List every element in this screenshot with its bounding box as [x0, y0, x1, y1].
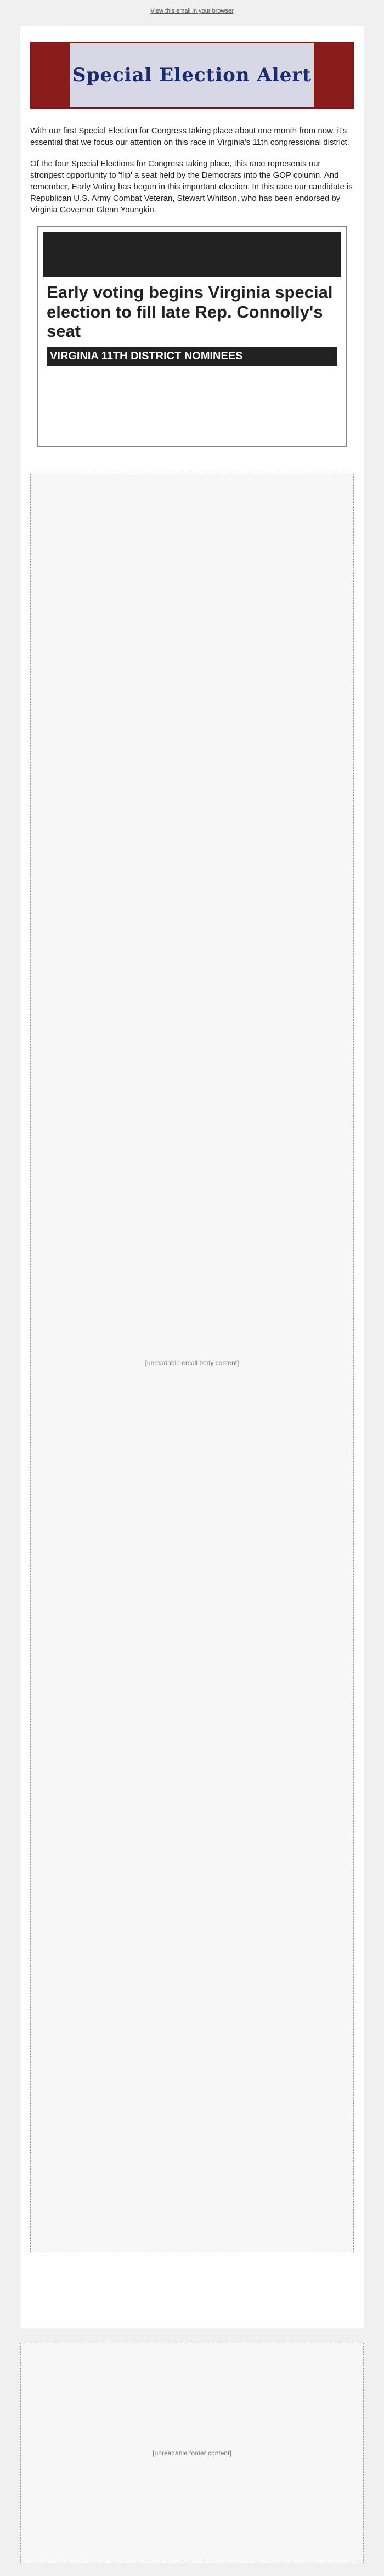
- intro-paragraph-1: With our first Special Election for Congress taking place about one month from now, it's essential that we focus our attention on this race in Virginia's 11th congressional district.: [30, 126, 349, 147]
- news-subhead: VIRGINIA 11TH DISTRICT NOMINEES: [47, 347, 337, 366]
- banner-title: Special Election Alert: [72, 64, 312, 86]
- footer: [0, 2332, 384, 2576]
- news-headline: Early voting begins Virginia special election to fill late Rep. Connolly's seat: [47, 283, 333, 341]
- header-banner: [30, 42, 354, 109]
- news-logo-strip: [43, 232, 341, 277]
- news-card: [37, 226, 347, 447]
- preheader: [0, 0, 384, 22]
- intro-paragraph-2: Of the four Special Elections for Congress taking place, this race represents our strongest opportunity to 'flip' a seat held by the Democrats into the GOP column. And remember, Early Voting has begun in this important election. In this race our candidate is Republican U.S. Army Combat Veteran, Stewart Whitson, who has been endorsed by Virginia Governor Glenn Youngkin.: [30, 159, 353, 215]
- view-in-browser-link[interactable]: View this email in your browser: [150, 8, 234, 14]
- footer-placeholder: [unreadable footer content]: [20, 2343, 364, 2563]
- email-body: [20, 26, 364, 2328]
- body-placeholder: [unreadable email body content]: [30, 474, 354, 2252]
- news-card-inner: [43, 232, 341, 441]
